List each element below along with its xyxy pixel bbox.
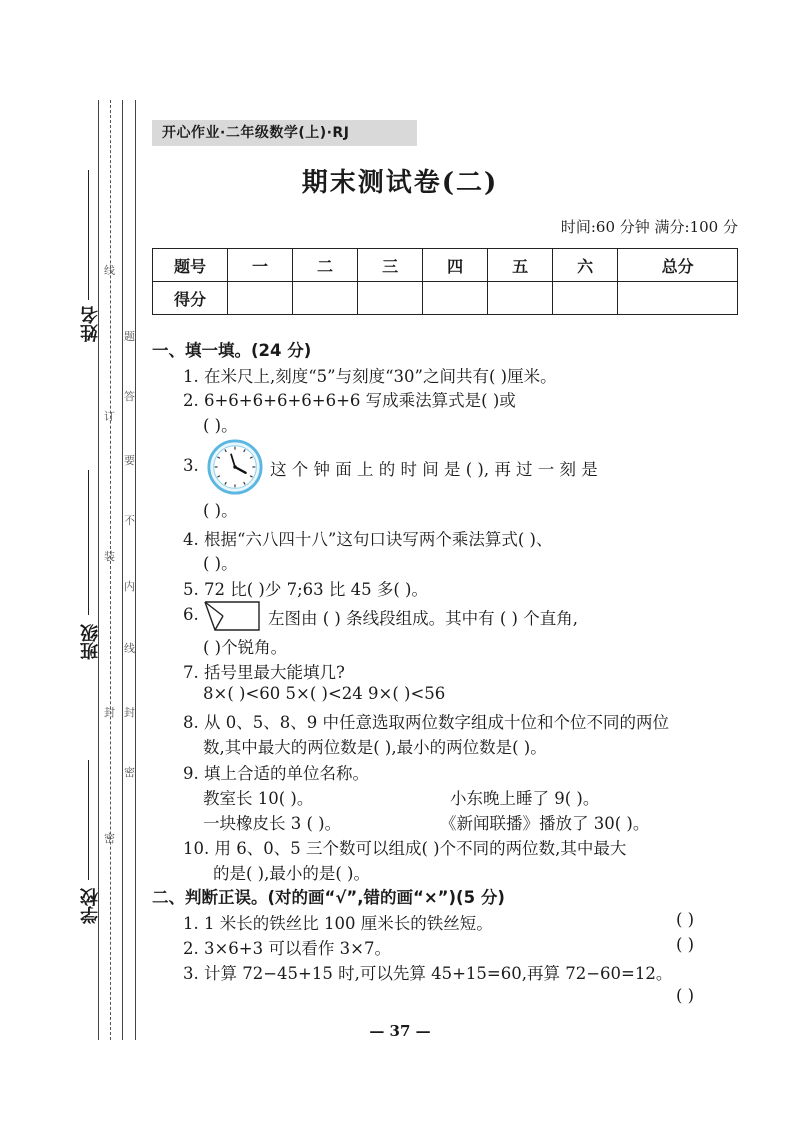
class-blank[interactable]: [88, 470, 89, 615]
margin-word: 不: [124, 514, 135, 527]
question-1-8-cont: 数,其中最大的两位数是( ),最小的两位数是( )。: [203, 738, 547, 757]
name-label: 姓名: [80, 306, 101, 342]
question-1-6-cont: ( )个锐角。: [203, 638, 288, 657]
score-table: [152, 248, 738, 315]
question-1-6-number: 6.: [183, 605, 199, 624]
margin-line-dashed: [110, 100, 111, 1040]
question-1-4-cont: ( )。: [203, 554, 238, 573]
answer-bracket-2-2[interactable]: ( ): [676, 935, 695, 954]
score-table-header: 六: [553, 249, 618, 282]
margin-line-inner-2: [135, 100, 136, 1040]
margin-word: 题: [124, 330, 135, 343]
score-row-label: 得分: [153, 282, 228, 315]
margin-word: 答: [124, 390, 135, 403]
score-table-header-row: [153, 249, 738, 282]
score-table-header: 题号: [153, 249, 228, 282]
section-2-heading: 二、判断正误。(对的画“√”,错的画“×”)(5 分): [152, 888, 505, 907]
clock-icon: [206, 438, 264, 496]
margin-word: 订: [104, 410, 115, 423]
question-1-9-a: 教室长 10( )。: [203, 789, 314, 808]
score-table-score-row: [153, 282, 738, 315]
score-table-header: 一: [228, 249, 293, 282]
page-number: — 37 —: [369, 1022, 431, 1040]
question-2-2: 2. 3×6+3 可以看作 3×7。: [183, 939, 391, 958]
question-2-1: 1. 1 米长的铁丝比 100 厘米长的铁丝短。: [183, 914, 493, 933]
class-label: 班级: [80, 624, 101, 660]
question-1-10: 10. 用 6、0、5 三个数可以组成( )个不同的两位数,其中最大: [183, 839, 627, 858]
question-1-8: 8. 从 0、5、8、9 中任意选取两位数字组成十位和个位不同的两位: [183, 713, 669, 732]
question-1-9-b: 小东晚上睡了 9( )。: [450, 789, 600, 808]
question-1-3: 这 个 钟 面 上 的 时 间 是 ( ), 再 过 一 刻 是: [270, 460, 598, 479]
question-1-5: 5. 72 比( )少 7;63 比 45 多( )。: [183, 580, 428, 599]
question-1-4: 4. 根据“六八四十八”这句口诀写两个乘法算式( )、: [183, 530, 553, 549]
score-table-header: 五: [488, 249, 553, 282]
margin-line-inner-1: [122, 100, 123, 1040]
question-1-3-number: 3.: [183, 456, 199, 475]
score-cell[interactable]: [358, 282, 423, 315]
question-1-9-c: 一块橡皮长 3 ( )。: [203, 814, 342, 833]
score-cell[interactable]: [293, 282, 358, 315]
school-label: 学校: [80, 888, 101, 924]
score-table-header: 三: [358, 249, 423, 282]
question-1-10-cont: 的是( ),最小的是( )。: [213, 864, 370, 883]
score-cell[interactable]: [228, 282, 293, 315]
score-cell[interactable]: [423, 282, 488, 315]
question-1-9: 9. 填上合适的单位名称。: [183, 764, 369, 783]
margin-word: 要: [124, 454, 135, 467]
margin-word: 内: [124, 580, 135, 593]
school-blank[interactable]: [88, 760, 89, 880]
question-1-7: 7. 括号里最大能填几?: [183, 663, 345, 682]
margin-word: 密: [104, 832, 115, 845]
question-1-3-cont: ( )。: [203, 501, 238, 520]
series-tag: 开心作业·二年级数学(上)·RJ: [152, 120, 417, 146]
question-1-1: 1. 在米尺上,刻度“5”与刻度“30”之间共有( )厘米。: [183, 367, 557, 386]
question-1-7-items: 8×( )<60 5×( )<24 9×( )<56: [203, 684, 446, 703]
time-info: 时间:60 分钟 满分:100 分: [560, 218, 738, 236]
question-1-2-cont: ( )。: [203, 416, 238, 435]
question-2-3: 3. 计算 72−45+15 时,可以先算 45+15=60,再算 72−60=12。: [183, 964, 673, 983]
score-cell[interactable]: [488, 282, 553, 315]
page-title: 期末测试卷(二): [301, 168, 499, 198]
question-1-9-d: 《新闻联播》播放了 30( )。: [440, 814, 650, 833]
question-1-6: 左图由 ( ) 条线段组成。其中有 ( ) 个直角,: [268, 609, 578, 628]
score-table-header: 二: [293, 249, 358, 282]
score-table-header: 总分: [618, 249, 738, 282]
answer-bracket-2-1[interactable]: ( ): [676, 910, 695, 929]
score-cell[interactable]: [553, 282, 618, 315]
margin-word: 封: [124, 706, 135, 719]
polygon-figure-icon: [203, 600, 261, 632]
score-cell[interactable]: [618, 282, 738, 315]
answer-bracket-2-3[interactable]: ( ): [676, 986, 695, 1005]
margin-word: 线: [104, 264, 115, 277]
score-table-header: 四: [423, 249, 488, 282]
question-1-2: 2. 6+6+6+6+6+6+6 写成乘法算式是( )或: [183, 391, 516, 410]
margin-word: 线: [124, 642, 135, 655]
margin-word: 密: [124, 766, 135, 779]
margin-word: 封: [104, 706, 115, 719]
margin-word: 装: [104, 550, 115, 563]
section-1-heading: 一、填一填。(24 分): [152, 341, 312, 360]
